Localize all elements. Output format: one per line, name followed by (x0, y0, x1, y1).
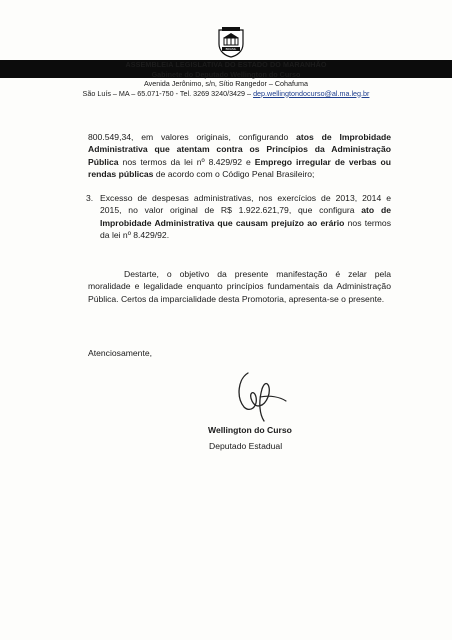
letterhead (0, 60, 452, 98)
text-run: de acordo com o Código Penal Brasileiro; (153, 169, 315, 180)
bold-run: atos de Improbidade Administrativa que atentam contra os Princípios da Administração Pública (88, 132, 392, 167)
assembly-name: ASSEMBLEIA LEGISLATIVA DO ESTADO DO MARANHÃO (125, 60, 327, 69)
handwritten-signature (230, 367, 288, 423)
contact-line (0, 89, 452, 99)
email-link[interactable]: dep.wellingtondocurso@al.ma.leg.br (253, 88, 370, 98)
office-name: Gabinete do Deputado Wellington do Curso (151, 69, 301, 79)
city-phone: São Luís – MA – 65.071-750 - Tel. 3269 3240/3429 – (82, 88, 252, 98)
text-run: nos termos da lei nº 8.429/92 e (118, 156, 255, 167)
list-number: 3. (86, 193, 94, 203)
bold-run: ato de Improbidade Administrativa que causam prejuízo ao erário (100, 205, 391, 228)
list-item-3 (86, 192, 391, 242)
address-line: Avenida Jerônimo, s/n, Sítio Rangedor – Cohafuma (143, 79, 309, 88)
continued-item-paragraph (88, 131, 391, 181)
text-run: 800.549,34, em valores originais, configurando (88, 132, 297, 142)
assembly-seal-icon (216, 26, 246, 58)
signatory-role: Deputado Estadual (209, 441, 283, 451)
text-run: Excesso de despesas administrativas, nos exercícios de 2013, 2014 e 2015, no valor original de R$ 1.922.621,79, que configura (100, 193, 391, 216)
bold-run: Emprego irregular de verbas ou rendas públicas (88, 156, 391, 180)
seal-lettering: BRASIL (225, 47, 237, 52)
conclusion-paragraph: Destarte, o objetivo da presente manifestação é zelar pela moralidade e legalidade enquanto princípios fundamentais da Administração Pública. Certos da imparcialidade desta Promotoria, apresenta-se o presente. (88, 269, 391, 304)
text-run: nos termos da lei nº 8.429/92. (100, 217, 391, 241)
closing-salutation: Atenciosamente, (88, 348, 153, 358)
signatory-name: Wellington do Curso (208, 425, 292, 435)
